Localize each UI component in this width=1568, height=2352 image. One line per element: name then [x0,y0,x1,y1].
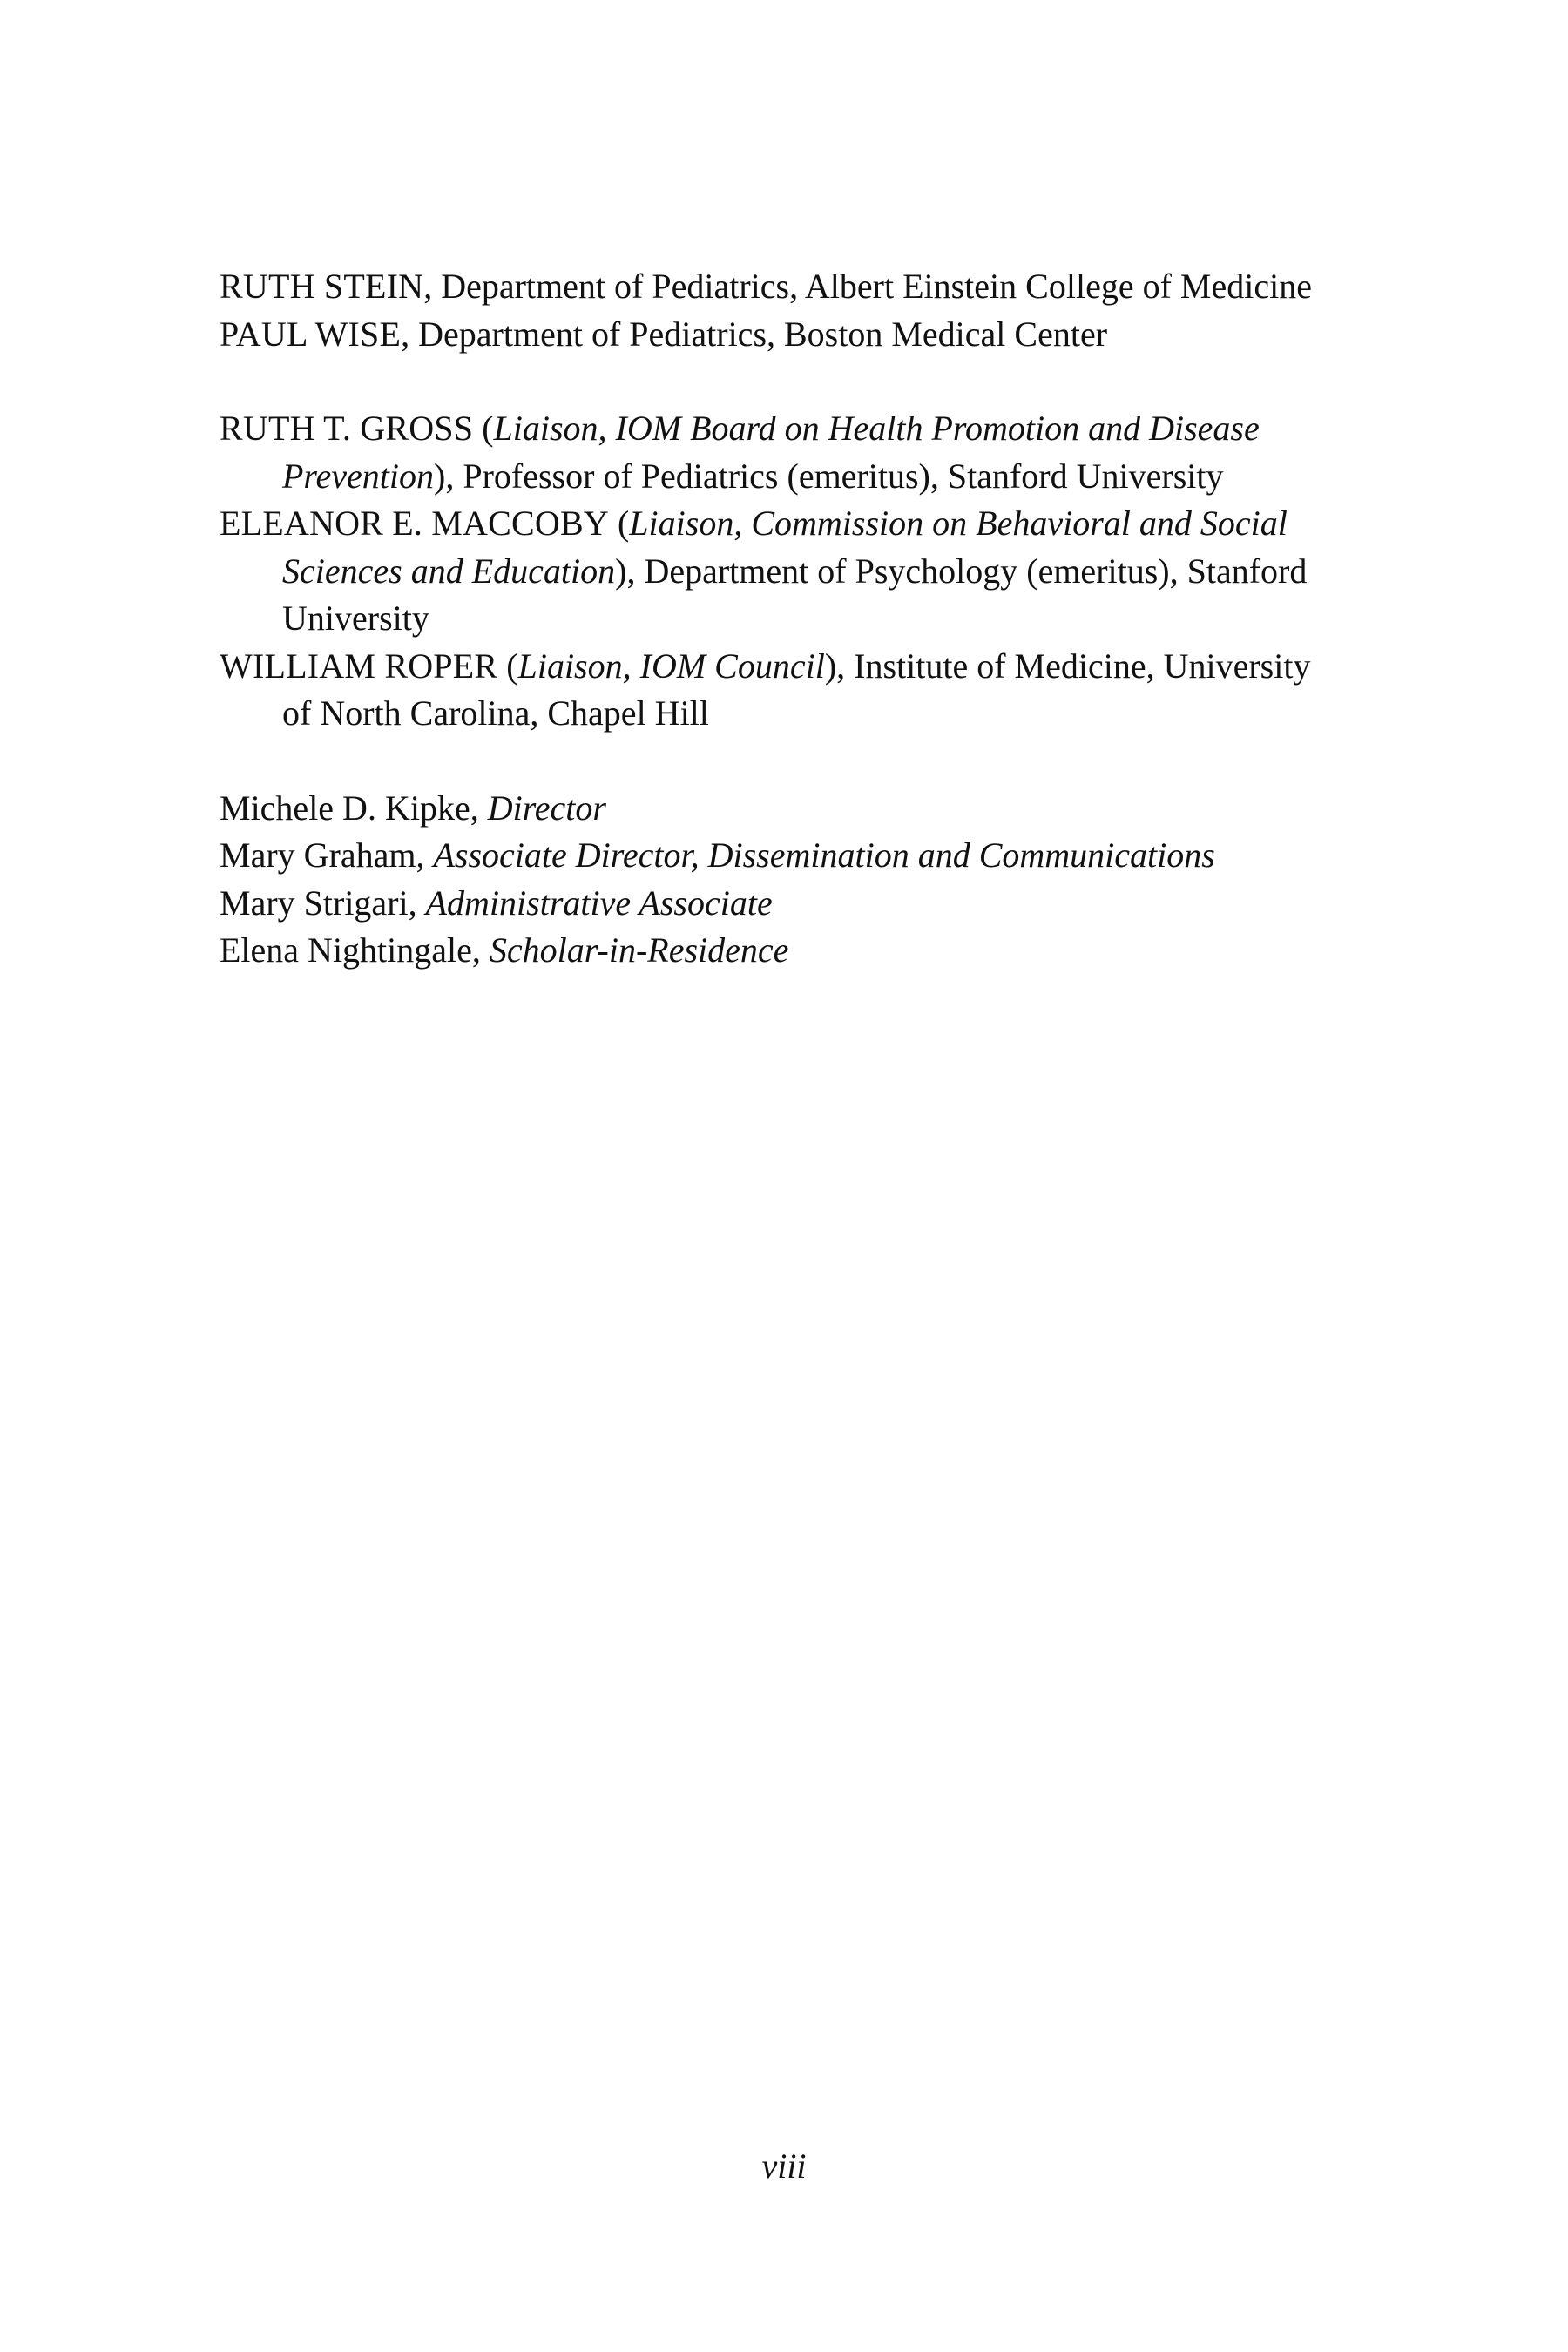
liaison-name: RUTH T. GROSS [220,409,474,448]
staff-list [220,785,1343,975]
staff-name: Michele D. Kipke [220,787,470,828]
paren-close: ), [824,645,846,686]
liaison-affiliation: , Department of Psychology (emeritus), Stanford University [282,551,1308,638]
staff-separator: , [416,835,434,875]
staff-name: Mary Strigari [220,882,409,923]
liaison-role: Liaison, Commission on Behavioral and Social Sciences and Education [282,504,1288,591]
liaison-entry [220,500,1343,643]
member-name: RUTH STEIN [220,267,424,306]
liaison-name: ELEANOR E. MACCOBY [220,504,609,543]
member-entry [220,263,1343,311]
liaison-role: Liaison, IOM Board on Health Promotion and Disease Prevention [282,409,1260,496]
liaison-name: WILLIAM ROPER [220,645,498,686]
staff-separator: , [470,787,488,828]
paren-close: ) [615,551,627,591]
page-content [220,263,1343,1022]
staff-name: Elena Nightingale [220,930,472,970]
liaison-entry [220,405,1343,500]
staff-entry [220,880,1343,928]
paren-open: ( [497,645,518,686]
staff-title: Administrative Associate [425,882,773,923]
staff-separator: , [471,930,490,970]
paren-open: ( [608,504,630,543]
staff-entry [220,832,1343,880]
staff-name: Mary Graham [220,835,416,875]
member-affiliation: , Department of Pediatrics, Albert Einstein College of Medicine [423,267,1312,306]
staff-title: Associate Director, Dissemination and Communications [433,835,1215,875]
liaisons [220,405,1343,738]
staff-entry [220,785,1343,833]
liaison-entry [220,643,1343,738]
liaison-affiliation: Institute of Medicine, University of North Carolina, Chapel Hill [282,645,1311,733]
staff-entry [220,927,1343,975]
staff-separator: , [408,882,426,923]
liaison-role: Liaison, IOM Council [517,645,825,686]
committee-members [220,263,1343,358]
paren-open: ( [473,409,494,448]
member-name: PAUL WISE [220,314,402,354]
staff-title: Scholar-in-Residence [489,930,789,970]
page-number: viii [761,2146,807,2186]
member-affiliation: , Department of Pediatrics, Boston Medical Center [401,314,1108,354]
staff-title: Director [487,787,606,828]
liaison-affiliation: , Professor of Pediatrics (emeritus), Stanford University [445,456,1224,496]
paren-close: ) [434,456,446,496]
member-entry [220,311,1343,359]
